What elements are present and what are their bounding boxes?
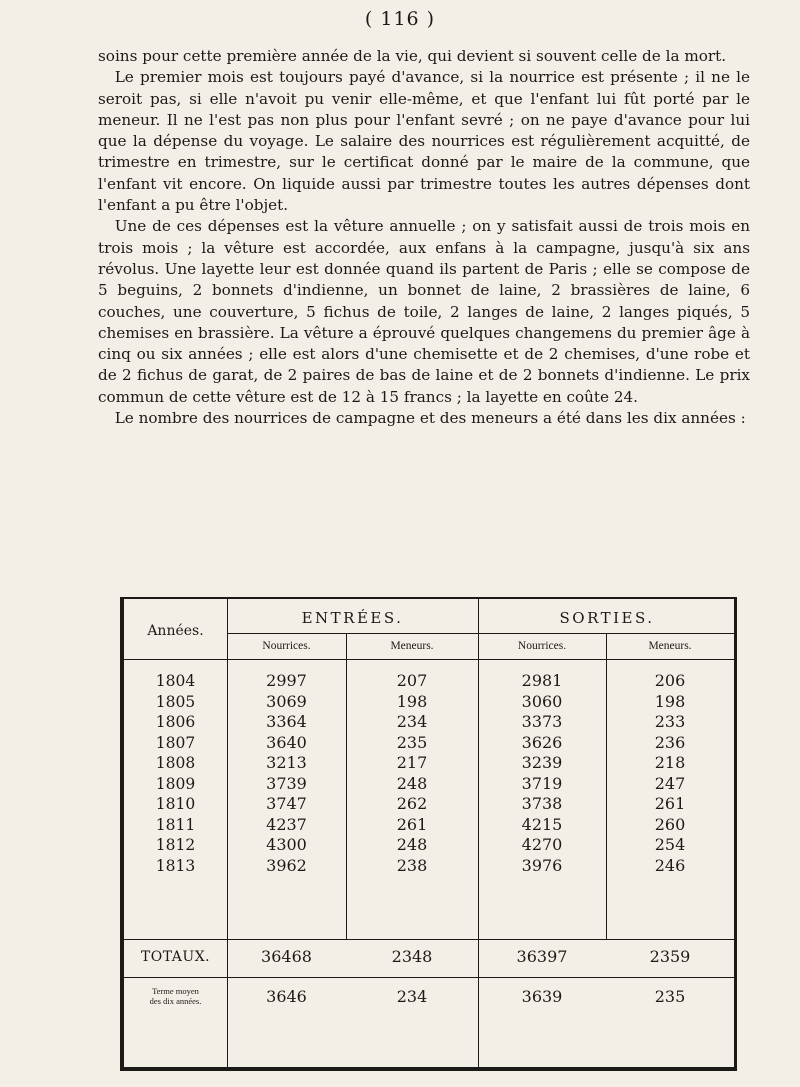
totals-label: TOTAUX. xyxy=(140,949,211,965)
entrees-nourrices-cell: 4300 xyxy=(266,835,307,854)
year-cell: 1812 xyxy=(155,836,196,854)
subheader-entrees-meneurs: Meneurs. xyxy=(390,640,434,652)
entrees-nourrices-cell: 3962 xyxy=(266,855,307,875)
sorties-nourrices-column xyxy=(478,671,606,876)
sorties-nourrices-cell: 4215 xyxy=(521,814,563,834)
entrees-meneurs-cell: 238 xyxy=(396,855,428,875)
entrees-nourrices-cell: 4237 xyxy=(266,814,307,834)
mean-label-line: des dix années. xyxy=(149,996,202,1006)
entrees-nourrices-cell: 3364 xyxy=(266,712,307,731)
mean-rule xyxy=(124,977,734,978)
header-rule xyxy=(227,633,734,634)
year-cell: 1804 xyxy=(155,672,196,690)
sorties-nourrices-cell: 3626 xyxy=(521,732,563,752)
statistics-table xyxy=(120,597,737,1071)
header-entrees: ENTRÉES. xyxy=(301,609,404,627)
entrees-nourrices-cell: 3747 xyxy=(266,794,307,813)
entrees-meneurs-cell: 234 xyxy=(396,712,428,731)
entrees-nourrices-cell: 3640 xyxy=(266,732,307,752)
total-sorties-nourrices: 36397 xyxy=(516,947,568,966)
entrees-meneurs-cell: 207 xyxy=(396,671,428,690)
entrees-meneurs-cell: 217 xyxy=(396,753,428,772)
mean-sorties-nourrices: 3639 xyxy=(521,987,563,1006)
paragraph: soins pour cette première année de la vie, qui devient si souvent celle de la mort. xyxy=(98,47,727,65)
entrees-nourrices-cell: 3213 xyxy=(266,753,307,772)
sorties-nourrices-cell: 3719 xyxy=(521,773,563,793)
sorties-meneurs-cell: 236 xyxy=(654,732,686,752)
sorties-meneurs-cell: 206 xyxy=(654,671,686,690)
sorties-meneurs-cell: 260 xyxy=(654,814,686,834)
year-cell: 1806 xyxy=(155,713,196,731)
subheader-sorties-nourrices: Nourrices. xyxy=(517,640,567,652)
paragraph: Le nombre des nourrices de campagne et des meneurs a été dans les dix années : xyxy=(114,409,746,428)
header-sorties: SORTIES. xyxy=(559,609,655,627)
entrees-meneurs-cell: 262 xyxy=(396,794,428,813)
total-sorties-meneurs: 2359 xyxy=(649,947,691,966)
year-cell: 1807 xyxy=(155,733,196,752)
years-column xyxy=(124,671,227,876)
entrees-nourrices-cell: 2997 xyxy=(266,671,307,690)
sorties-nourrices-cell: 3738 xyxy=(521,794,563,813)
mean-label xyxy=(124,986,227,1006)
mean-entrees-meneurs: 234 xyxy=(396,987,428,1006)
entrees-meneurs-cell: 248 xyxy=(396,773,428,793)
paragraph: Le premier mois est toujours payé d'avance, si la nourrice est présente ; il ne le seroit pas, si elle n'avoit pu venir elle-même, et que l'enfant lui fût porté par le meneur. Il ne l'est pas non plus pour l'enfant sevré ; on ne paye d'avance pour lui que la dépense du voyage. Le salaire des nourrices est régulièrement acquitté, de trimestre en trimestre, sur le certificat donné par le maire de la commune, que l'enfant vit encore. On liquide aussi par trimestre toutes les autres dépenses dont l'enfant a pu être l'objet. xyxy=(98,68,750,215)
sorties-nourrices-cell: 3373 xyxy=(521,712,563,731)
sorties-nourrices-cell: 3976 xyxy=(521,855,563,875)
sorties-meneurs-cell: 254 xyxy=(654,835,686,854)
subheader-entrees-nourrices: Nourrices. xyxy=(262,640,311,652)
sorties-meneurs-cell: 247 xyxy=(654,773,686,793)
sorties-meneurs-cell: 233 xyxy=(654,712,686,731)
header-years: Années. xyxy=(147,623,204,639)
entrees-meneurs-cell: 248 xyxy=(396,835,428,854)
sorties-nourrices-cell: 4270 xyxy=(521,835,563,854)
totals-rule xyxy=(124,939,734,940)
year-cell: 1813 xyxy=(155,856,196,875)
sorties-meneurs-cell: 246 xyxy=(654,855,686,875)
entrees-meneurs-cell: 235 xyxy=(396,732,428,752)
entrees-nourrices-cell: 3069 xyxy=(266,691,307,711)
page-number: ( 116 ) xyxy=(364,8,436,30)
subheader-sorties-meneurs: Meneurs. xyxy=(648,640,692,652)
sorties-nourrices-cell: 2981 xyxy=(521,671,563,690)
sorties-meneurs-column xyxy=(606,671,734,876)
year-cell: 1808 xyxy=(155,754,196,772)
year-cell: 1810 xyxy=(155,795,196,813)
entrees-nourrices-cell: 3739 xyxy=(266,773,307,793)
sorties-nourrices-cell: 3239 xyxy=(521,753,563,772)
sorties-meneurs-cell: 218 xyxy=(654,753,686,772)
entrees-nourrices-column xyxy=(227,671,346,876)
year-cell: 1809 xyxy=(155,774,196,793)
entrees-meneurs-column xyxy=(346,671,478,876)
header-rule xyxy=(124,659,734,660)
year-cell: 1805 xyxy=(155,692,196,711)
sorties-meneurs-cell: 198 xyxy=(654,691,686,711)
total-entrees-nourrices: 36468 xyxy=(261,947,312,966)
sorties-meneurs-cell: 261 xyxy=(654,794,686,813)
mean-label-line: Terme moyen xyxy=(152,986,199,996)
sorties-nourrices-cell: 3060 xyxy=(521,691,563,711)
body-text xyxy=(98,46,750,429)
paragraph: Une de ces dépenses est la vêture annuelle ; on y satisfait aussi de trois mois en trois mois ; la vêture est accordée, aux enfans à la campagne, jusqu'à six ans révolus. Une layette leur est donnée quand ils partent de Paris ; elle se compose de 5 beguins, 2 bonnets d'indienne, un bonnet de laine, 2 brassières de laine, 6 couches, une couverture, 5 fichus de toile, 2 langes de laine, 2 langes piqués, 5 chemises en brassière. La vêture a éprouvé quelques changemens du premier âge à cinq ou six années ; elle est alors d'une chemisette et de 2 chemises, d'une robe et de 2 fichus de garat, de 2 paires de bas de laine et de 2 bonnets d'indienne. Le prix commun de cette vêture est de 12 à 15 francs ; la layette en coûte 24. xyxy=(98,217,750,406)
mean-entrees-nourrices: 3646 xyxy=(266,987,307,1006)
total-entrees-meneurs: 2348 xyxy=(391,947,433,966)
entrees-meneurs-cell: 198 xyxy=(396,691,428,711)
mean-sorties-meneurs: 235 xyxy=(654,987,686,1006)
year-cell: 1811 xyxy=(155,815,196,834)
entrees-meneurs-cell: 261 xyxy=(396,814,428,834)
